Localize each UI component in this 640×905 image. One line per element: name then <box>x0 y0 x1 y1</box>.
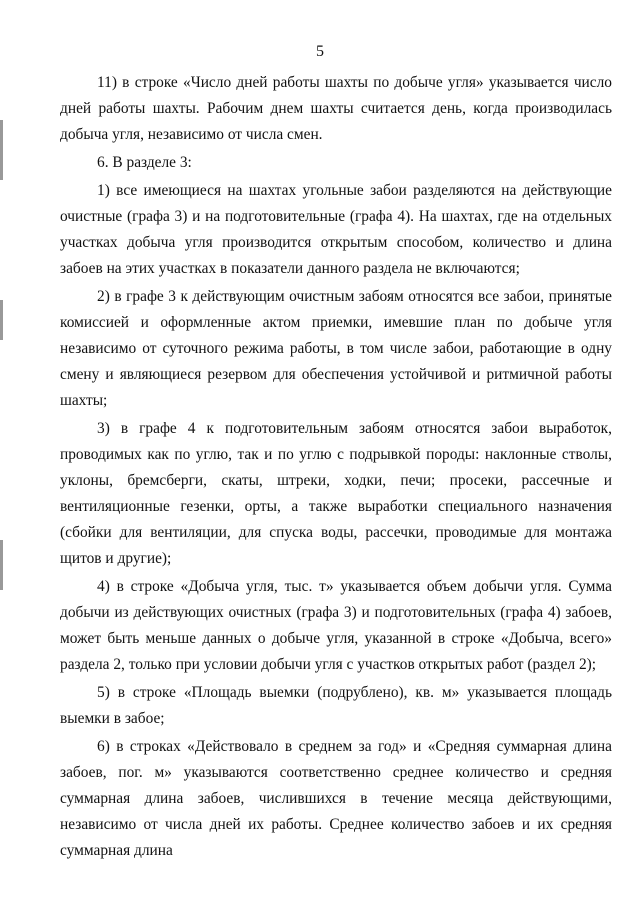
paragraph-item-1: 1) все имеющиеся на шахтах угольные забои разделяются на действующие очистные (графа 3) и на подготовительные (графа 4). На шахтах, где на отдельных участках добыча угля производится открытым способом, количество и длина забоев на этих участках в показатели данного раздела не включаются; <box>60 182 612 277</box>
paragraph-item-2: 2) в графе 3 к действующим очистным забоям относятся все забои, принятые комиссией и оформленные актом приемки, имевшие план по добыче угля независимо от суточного режима работы, в том числе забои, работающие в одну смену и являющиеся резервом для обеспечения устойчивой и ритмичной работы шахты; <box>60 288 612 409</box>
scan-edge-mark <box>0 300 3 340</box>
scan-edge-mark <box>0 120 3 180</box>
paragraph-item-11: 11) в строке «Число дней работы шахты по добыче угля» указывается число дней работы шахты. Рабочим днем шахты считается день, когда производилась добыча угля, независимо от числа смен. <box>60 74 612 143</box>
page-number: 5 <box>316 43 324 60</box>
scan-edge-mark <box>0 540 3 590</box>
paragraph-item-4: 4) в строке «Добыча угля, тыс. т» указывается объем добычи угля. Сумма добычи из действующих очистных (графа 3) и подготовительных (графа 4) забоев, может быть меньше данных о добыче угля, указанной в строке «Добыча, всего» раздела 2, только при условии добычи угля с участков открытых работ (раздел 2); <box>60 578 612 673</box>
document-body <box>60 70 612 864</box>
paragraph-item-5: 5) в строке «Площадь выемки (подрублено), кв. м» указывается площадь выемки в забое; <box>60 684 612 727</box>
section-heading: 6. В разделе 3: <box>97 154 192 171</box>
paragraph-item-6: 6) в строках «Действовало в среднем за год» и «Средняя суммарная длина забоев, пог. м» указываются соответственно среднее количество и средняя суммарная длина забоев, числившихся в течение месяца действующими, независимо от числа дней их работы. Среднее количество забоев и их средняя суммарная длина <box>60 738 612 859</box>
paragraph-item-3: 3) в графе 4 к подготовительным забоям относятся забои выработок, проводимых как по углю, так и по углю с подрывкой породы: наклонные стволы, уклоны, бремсберги, скаты, штреки, ходки, печи; просеки, рассечные и вентиляционные гезенки, орты, а также выработки специального назначения (сбойки для вентиляции, для спуска воды, рассечки, проводимые для монтажа щитов и другие); <box>60 420 612 567</box>
